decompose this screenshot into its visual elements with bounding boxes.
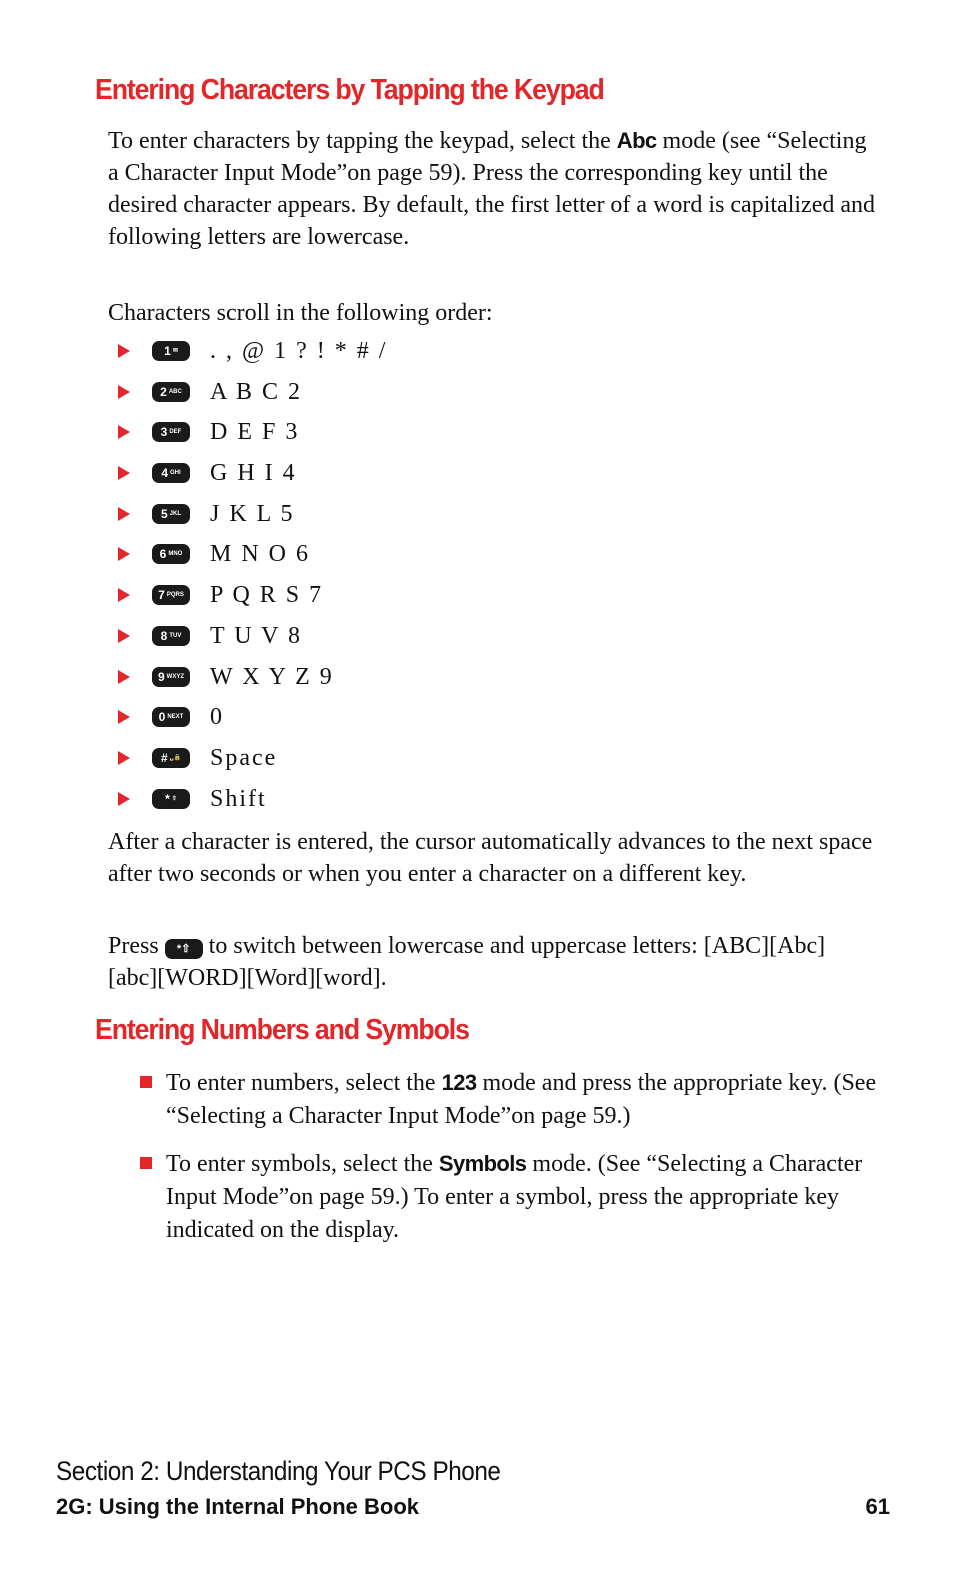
symbols-text-start: To enter symbols, select the	[166, 1151, 439, 1177]
key-row	[118, 458, 518, 499]
bullet-square-icon	[140, 1157, 152, 1169]
key-letters-label: GHI	[170, 470, 181, 477]
triangle-bullet-icon	[118, 629, 130, 643]
key-characters: 0	[210, 704, 224, 731]
key-4-icon	[152, 463, 190, 483]
list-item-numbers	[140, 1066, 880, 1133]
triangle-bullet-icon	[118, 792, 130, 806]
triangle-bullet-icon	[118, 507, 130, 521]
key-letters-label: ␣🔒	[169, 754, 181, 761]
key-number-label: 0	[158, 710, 166, 725]
cursor-advance-paragraph: After a character is entered, the cursor automatically advances to the next space after two seconds or when you enter a character on a different key.	[108, 829, 873, 887]
key-pound-icon	[152, 748, 190, 768]
numbers-symbols-list	[140, 1066, 880, 1261]
key-star-icon	[152, 789, 190, 809]
intro-paragraph	[108, 125, 878, 253]
key-number-label: 1	[164, 344, 171, 358]
key-row	[118, 417, 518, 458]
key-8-icon	[152, 626, 190, 646]
key-characters: M N O 6	[210, 541, 311, 568]
triangle-bullet-icon	[118, 344, 130, 358]
key-2-icon	[152, 382, 190, 402]
key-0-icon	[152, 707, 190, 727]
key-characters: P Q R S 7	[210, 582, 324, 609]
key-letters-label: DEF	[169, 429, 182, 436]
numbers-text-start: To enter numbers, select the	[166, 1070, 442, 1096]
key-characters: . , @ 1 ? ! * # /	[210, 338, 388, 364]
key-number-label: #	[161, 750, 168, 765]
key-number-label: 7	[158, 588, 165, 603]
triangle-bullet-icon	[118, 425, 130, 439]
triangle-bullet-icon	[118, 466, 130, 480]
triangle-bullet-icon	[118, 751, 130, 765]
key-letters-label: ⇧	[171, 795, 177, 802]
key-9-icon	[152, 667, 190, 687]
key-3-icon	[152, 422, 190, 442]
key-characters: J K L 5	[210, 500, 295, 527]
key-letters-label: WXYZ	[166, 673, 185, 680]
key-characters: G H I 4	[210, 460, 297, 487]
key-characters: T U V 8	[210, 622, 303, 649]
shift-text-start: Press	[108, 933, 165, 959]
abc-mode-label: Abc	[616, 128, 657, 153]
triangle-bullet-icon	[118, 385, 130, 399]
key-row	[118, 702, 518, 743]
key-character-list	[118, 336, 518, 824]
symbols-text-end: mode. (See “Selecting a Character Input Mode”on page 59.) To enter a symbol, press the appropriate key indicated on the display.	[166, 1151, 863, 1243]
key-1-icon	[152, 341, 190, 361]
shift-text-end: to switch between lowercase and uppercase letters: [ABC][Abc] [abc][WORD][Word][word].	[108, 933, 826, 991]
numbers-text-end: mode and press the appropriate key. (See “Selecting a Character Input Mode”on page 59.)	[166, 1070, 877, 1129]
bullet-square-icon	[140, 1076, 152, 1088]
triangle-bullet-icon	[118, 710, 130, 724]
key-row	[118, 377, 518, 418]
intro-text-start: To enter characters by tapping the keypad, select the	[108, 128, 617, 154]
key-5-icon	[152, 504, 190, 524]
shift-paragraph	[108, 930, 878, 994]
key-characters: W X Y Z 9	[210, 663, 334, 690]
key-number-label: 6	[159, 547, 167, 562]
key-number-label: 4	[161, 466, 168, 481]
key-letters-label: ✉	[172, 348, 178, 354]
123-mode-label: 123	[441, 1070, 477, 1095]
key-6-icon	[152, 544, 190, 564]
key-characters: Shift	[210, 785, 267, 812]
section-heading-numbers: Entering Numbers and Symbols	[95, 1014, 469, 1046]
key-letters-label: TUV	[169, 632, 182, 639]
footer-chapter-title: 2G: Using the Internal Phone Book	[56, 1494, 420, 1519]
key-letters-label: JKL	[169, 510, 182, 517]
key-number-label: *	[165, 791, 170, 806]
key-letters-label: ABC	[168, 388, 182, 395]
list-item-symbols	[140, 1147, 880, 1247]
key-number-label: 8	[160, 628, 168, 643]
key-letters-label: PQRS	[166, 592, 184, 599]
key-row	[118, 580, 518, 621]
symbols-mode-label: Symbols	[438, 1151, 527, 1176]
key-row	[118, 621, 518, 662]
key-number-label: 2	[160, 384, 167, 399]
footer-section-title: Section 2: Understanding Your PCS Phone	[56, 1456, 501, 1486]
key-row	[118, 539, 518, 580]
key-characters: A B C 2	[210, 378, 303, 405]
key-row	[118, 743, 518, 784]
shift-key-icon: *⇧	[165, 939, 203, 959]
key-letters-label: MNO	[168, 551, 183, 558]
key-characters: Space	[210, 744, 278, 771]
key-7-icon	[152, 585, 190, 605]
triangle-bullet-icon	[118, 547, 130, 561]
key-letters-label: NEXT	[167, 714, 184, 721]
key-row	[118, 784, 518, 825]
key-row	[118, 662, 518, 703]
key-number-label: 5	[160, 506, 168, 521]
page-number: 61	[865, 1494, 890, 1519]
key-characters: D E F 3	[210, 419, 300, 446]
triangle-bullet-icon	[118, 670, 130, 684]
key-row	[118, 336, 518, 377]
key-row	[118, 499, 518, 540]
scroll-order-intro: Characters scroll in the following order:	[108, 300, 493, 326]
triangle-bullet-icon	[118, 588, 130, 602]
key-number-label: 3	[160, 425, 168, 440]
intro-text-end: mode (see “Selecting a Character Input Mode”on page 59). Press the corresponding key until the desired character appears. By default, the first letter of a word is capitalized and following letters are lowercase.	[108, 128, 875, 250]
section-heading-keypad: Entering Characters by Tapping the Keypad	[95, 74, 604, 106]
key-number-label: 9	[157, 669, 165, 684]
